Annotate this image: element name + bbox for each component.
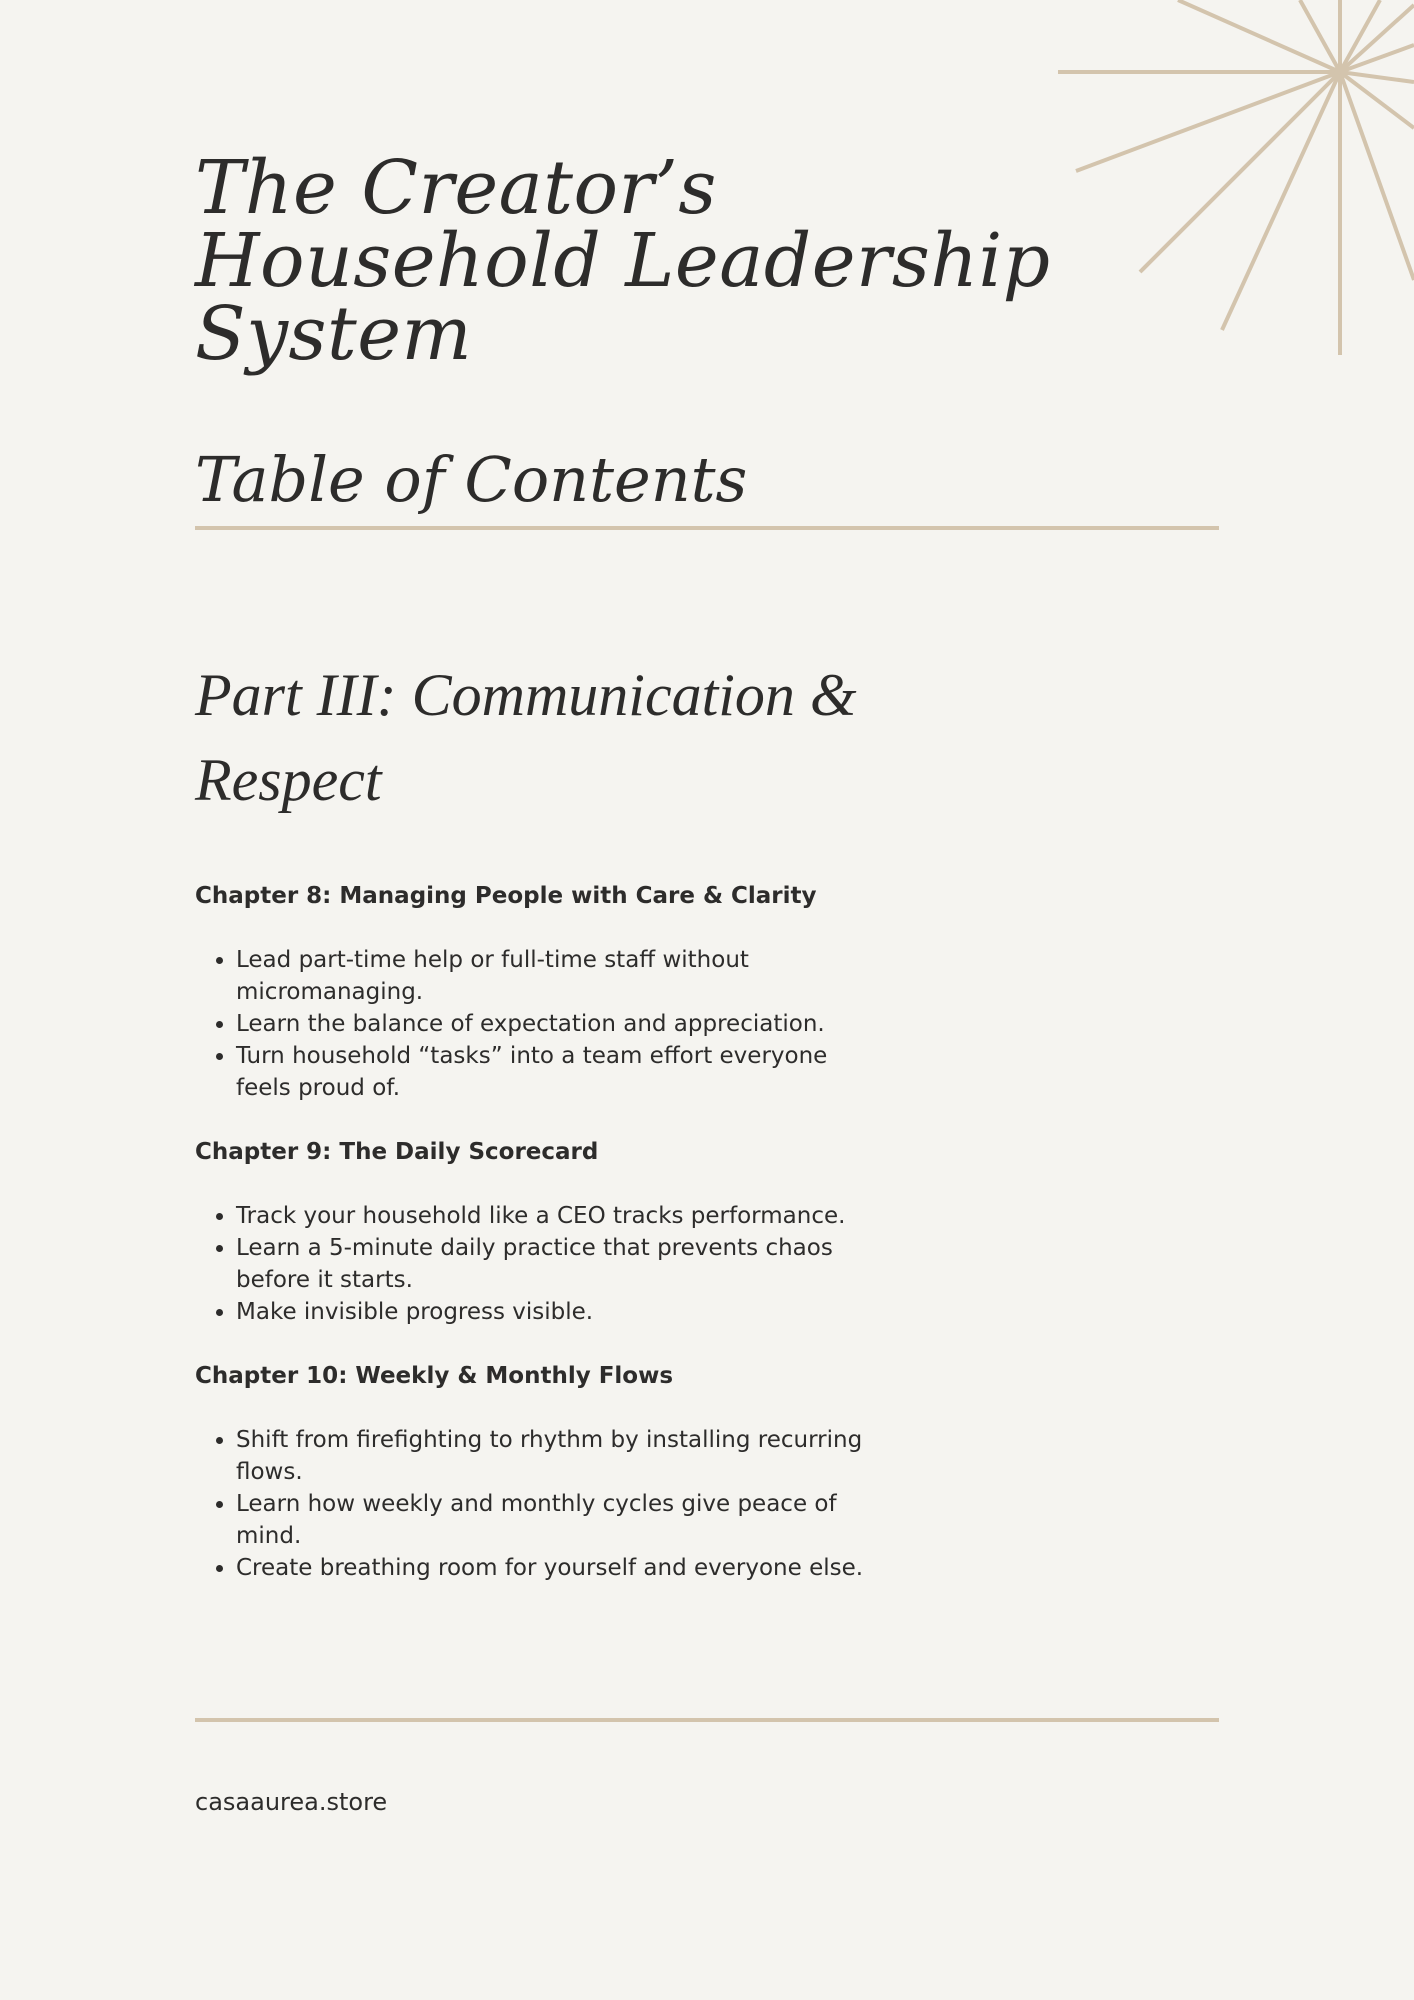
bullet-item: • Create breathing room for yourself and everyone else. — [236, 1552, 875, 1584]
title-line: Household Leadership — [195, 218, 1051, 304]
divider — [195, 526, 1219, 530]
bullet-item: • Make invisible progress visible. — [236, 1296, 875, 1328]
title-line: System — [195, 291, 473, 377]
footer-website: casaaurea.store — [195, 1788, 388, 1816]
chapter-section — [195, 880, 875, 1104]
bullet-item: • Learn how weekly and monthly cycles give peace of mind. — [236, 1488, 875, 1552]
bullet-item: • Lead part-time help or full-time staff without micromanaging. — [236, 944, 875, 1008]
document-title — [195, 145, 1095, 377]
chapter-section — [195, 1360, 875, 1584]
bullet-item: • Learn a 5-minute daily practice that prevents chaos before it starts. — [236, 1232, 875, 1296]
chapter-title: Chapter 10: Weekly & Monthly Flows — [195, 1363, 674, 1389]
bullet-list — [195, 944, 875, 1104]
chapter-title: Chapter 9: The Daily Scorecard — [195, 1139, 599, 1165]
bullet-item: • Track your household like a CEO tracks performance. — [236, 1200, 875, 1232]
bullet-item: • Turn household “tasks” into a team effort everyone feels proud of. — [236, 1040, 875, 1104]
divider — [195, 1718, 1219, 1722]
chapter-section — [195, 1136, 875, 1328]
chapter-list — [195, 880, 875, 1616]
bullet-list — [195, 1424, 875, 1584]
bullet-list — [195, 1200, 875, 1328]
title-line: The Creator’s — [195, 145, 717, 231]
bullet-item: • Shift from firefighting to rhythm by installing recurring flows. — [236, 1424, 875, 1488]
part-heading: Part III: Communication & Respect — [195, 662, 857, 813]
toc-heading: Table of Contents — [195, 443, 748, 516]
bullet-item: • Learn the balance of expectation and appreciation. — [236, 1008, 875, 1040]
chapter-title: Chapter 8: Managing People with Care & Clarity — [195, 883, 817, 909]
